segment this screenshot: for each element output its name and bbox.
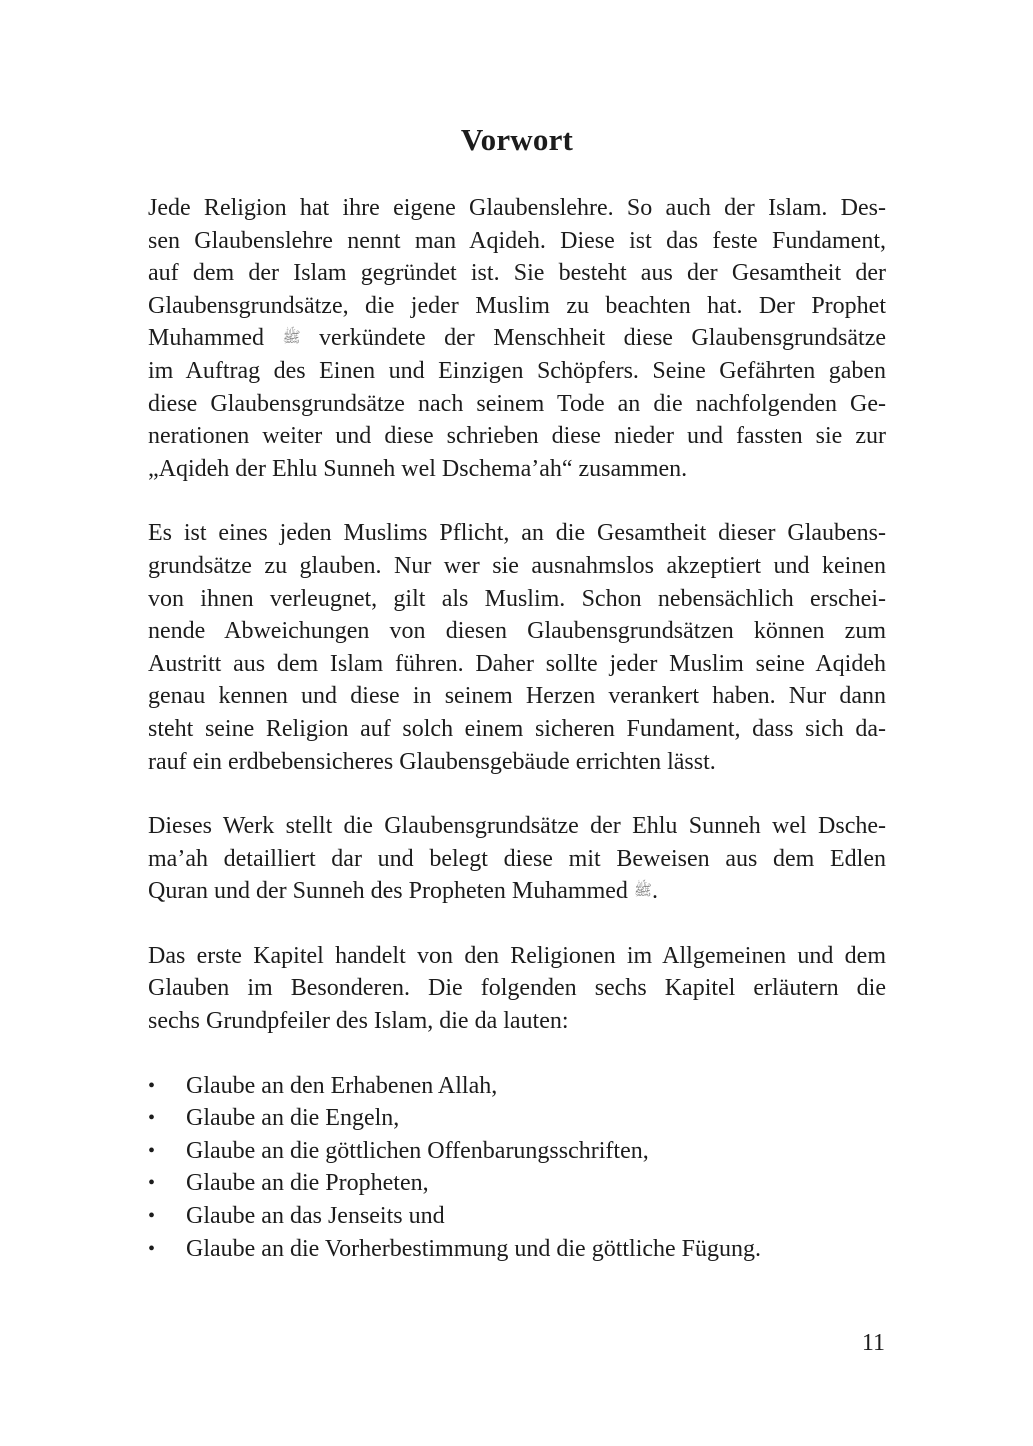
list-item — [148, 1102, 886, 1135]
bullet-icon: • — [148, 1139, 156, 1162]
list-item — [148, 1135, 886, 1168]
pillars-list — [148, 1070, 886, 1266]
bullet-icon: • — [148, 1172, 156, 1195]
page-content — [148, 118, 886, 1265]
text-line: rauf ein erdbebensicheres Glaubensgebäude errichten lässt. — [148, 748, 716, 775]
salawat-symbol-icon: ﷺ — [633, 883, 653, 900]
text-line: „Aqideh der Ehlu Sunneh wel Dschema’ah“ zusammen. — [148, 455, 688, 482]
text-line: auf dem der Islam gegründet ist. Sie besteht aus der Gesamtheit der — [148, 260, 886, 287]
text-line: Es ist eines jeden Muslims Pflicht, an die Gesamtheit dieser Glaubens- — [148, 520, 886, 547]
paragraph — [148, 517, 886, 778]
text-line: sechs Grundpfeiler des Islam, die da lauten: — [148, 1008, 569, 1035]
list-item — [148, 1200, 886, 1233]
text-line: diese Glaubensgrundsätze nach seinem Tode an die nachfolgenden Ge- — [148, 390, 886, 417]
text-line: Glaubensgrundsätze, die jeder Muslim zu beachten hat. Der Prophet — [148, 292, 886, 319]
list-item-text: Glaube an das Jenseits und — [186, 1203, 445, 1230]
list-item-text: Glaube an die Vorherbestimmung und die göttliche Fügung. — [186, 1235, 762, 1262]
paragraph — [148, 810, 886, 908]
text-line: genau kennen und diese in seinem Herzen verankert haben. Nur dann — [148, 683, 886, 710]
text-line: im Auftrag des Einen und Einzigen Schöpfers. Seine Gefährten gaben — [148, 357, 886, 384]
text-segment: . — [652, 878, 659, 905]
list-item — [148, 1233, 886, 1266]
text-line: Das erste Kapitel handelt von den Religionen im Allgemeinen und dem — [148, 942, 886, 969]
page-title: Vorwort — [460, 122, 574, 157]
body-text — [148, 192, 886, 1038]
bullet-icon: • — [148, 1074, 156, 1097]
bullet-icon: • — [148, 1107, 156, 1130]
text-line: Austritt aus dem Islam führen. Daher sollte jeder Muslim seine Aqideh — [148, 650, 886, 677]
text-segment: Muhammed — [148, 325, 264, 352]
list-item — [148, 1070, 886, 1103]
list-item — [148, 1167, 886, 1200]
paragraph — [148, 940, 886, 1038]
text-line: steht seine Religion auf solch einem sicheren Fundament, dass sich da- — [148, 715, 886, 742]
text-line: Glauben im Besonderen. Die folgenden sechs Kapitel erläutern die — [148, 975, 886, 1002]
text-line: grundsätze zu glauben. Nur wer sie ausnahmslos akzeptiert und keinen — [148, 552, 886, 579]
text-line: Dieses Werk stellt die Glaubensgrundsätze der Ehlu Sunneh wel Dsche- — [148, 813, 886, 840]
text-line: nerationen weiter und diese schrieben diese nieder und fassten sie zur — [148, 423, 886, 450]
text-line: nende Abweichungen von diesen Glaubensgrundsätzen können zum — [148, 618, 886, 645]
list-item-text: Glaube an den Erhabenen Allah, — [186, 1072, 498, 1099]
list-item-text: Glaube an die Engeln, — [186, 1105, 400, 1132]
text-line: ma’ah detailliert dar und belegt diese mit Beweisen aus dem Edlen — [148, 845, 886, 872]
bullet-icon: • — [148, 1237, 156, 1260]
page-number: 11 — [861, 1330, 885, 1356]
text-segment: verkündete der Menschheit diese Glaubensgrundsätze — [319, 325, 887, 352]
bullet-icon: • — [148, 1205, 156, 1228]
salawat-symbol-icon: ﷺ — [282, 330, 301, 347]
text-line — [148, 875, 886, 908]
text-line — [148, 322, 886, 355]
list-item-text: Glaube an die Propheten, — [186, 1170, 429, 1197]
text-line: Jede Religion hat ihre eigene Glaubenslehre. So auch der Islam. Des- — [148, 195, 886, 221]
list-item-text: Glaube an die göttlichen Offenbarungsschriften, — [186, 1137, 649, 1164]
paragraph — [148, 192, 886, 485]
text-segment: Quran und der Sunneh des Propheten Muhammed — [148, 878, 628, 905]
text-line: von ihnen verleugnet, gilt als Muslim. Schon nebensächlich erschei- — [148, 585, 886, 612]
text-line: sen Glaubenslehre nennt man Aqideh. Diese ist das feste Fundament, — [148, 227, 886, 254]
